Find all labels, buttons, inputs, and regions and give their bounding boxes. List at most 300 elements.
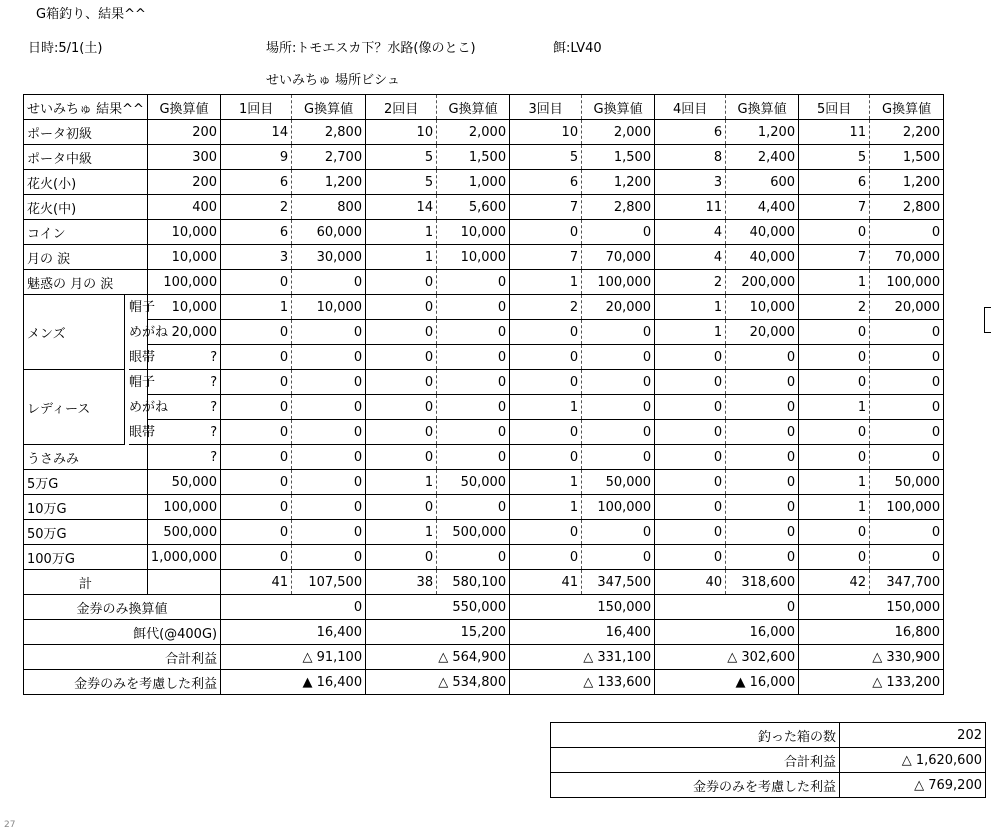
table-cell: 1 xyxy=(366,520,437,545)
row-label: ポータ中級 xyxy=(24,145,148,170)
column-header: 5回目 xyxy=(799,95,870,120)
table-cell: ▲ 16,400 xyxy=(221,670,366,695)
table-cell: 0 xyxy=(655,470,726,495)
table-cell: 10,000 xyxy=(292,295,366,320)
row-label: うさみみ xyxy=(24,445,148,470)
table-cell: 0 xyxy=(292,270,366,295)
table-row xyxy=(24,345,944,370)
table-cell: 50,000 xyxy=(582,470,655,495)
table-cell: 5 xyxy=(366,170,437,195)
table-cell: 38 xyxy=(366,570,437,595)
column-header: G換算値 xyxy=(870,95,944,120)
g-value-cell: 200 xyxy=(147,170,220,195)
table-cell: 0 xyxy=(510,445,582,470)
table-row xyxy=(24,520,944,545)
table-cell: 1,000 xyxy=(437,170,510,195)
table-cell: 16,400 xyxy=(510,620,655,645)
table-cell: 5 xyxy=(366,145,437,170)
table-cell: 107,500 xyxy=(292,570,366,595)
table-cell: 40 xyxy=(655,570,726,595)
table-cell: 6 xyxy=(221,170,292,195)
table-cell: 150,000 xyxy=(799,595,944,620)
summary-row xyxy=(551,723,986,748)
table-cell: 1 xyxy=(655,320,726,345)
table-cell: 0 xyxy=(366,270,437,295)
column-header: G換算値 xyxy=(437,95,510,120)
table-cell: 2,000 xyxy=(437,120,510,145)
summary-label: 釣った箱の数 xyxy=(551,723,840,748)
table-cell: △ 331,100 xyxy=(510,645,655,670)
table-cell: 0 xyxy=(221,470,292,495)
g-value-cell: ? xyxy=(147,420,220,445)
table-cell: 0 xyxy=(437,295,510,320)
table-cell: 6 xyxy=(221,220,292,245)
table-cell: 10,000 xyxy=(437,220,510,245)
table-cell: 0 xyxy=(510,370,582,395)
table-cell: 1 xyxy=(799,270,870,295)
table-cell: 0 xyxy=(582,445,655,470)
summary-table xyxy=(550,722,986,798)
total-label: 計 xyxy=(24,570,148,595)
column-header: せいみちゅ 結果^^ xyxy=(24,95,148,120)
table-cell: 6 xyxy=(799,170,870,195)
g-value-cell: 500,000 xyxy=(147,520,220,545)
table-cell: 7 xyxy=(799,195,870,220)
table-cell: 580,100 xyxy=(437,570,510,595)
table-cell: 60,000 xyxy=(292,220,366,245)
table-cell: 100,000 xyxy=(582,495,655,520)
table-cell: 0 xyxy=(870,220,944,245)
table-row xyxy=(24,495,944,520)
table-cell: 0 xyxy=(437,370,510,395)
table-cell: 2,700 xyxy=(292,145,366,170)
row-label: 10万G xyxy=(24,495,148,520)
table-cell: 0 xyxy=(221,345,292,370)
table-cell: 0 xyxy=(726,470,799,495)
table-cell: 2,200 xyxy=(870,120,944,145)
table-cell: 4 xyxy=(655,220,726,245)
table-cell: 0 xyxy=(870,370,944,395)
sub-label: 眼帯 xyxy=(124,420,129,445)
table-row xyxy=(24,270,944,295)
table-cell: 3 xyxy=(221,245,292,270)
group-label: メンズ xyxy=(24,295,148,370)
table-cell: 0 xyxy=(726,445,799,470)
table-cell: 0 xyxy=(366,420,437,445)
row-label: ポータ初級 xyxy=(24,120,148,145)
table-cell: 16,800 xyxy=(799,620,944,645)
row-marker xyxy=(984,307,991,333)
table-cell: 6 xyxy=(510,170,582,195)
sub-label: 帽子 xyxy=(124,295,129,320)
table-cell: 11 xyxy=(655,195,726,220)
g-value-cell: 400 xyxy=(147,195,220,220)
table-cell: 0 xyxy=(870,395,944,420)
table-cell: 1 xyxy=(366,220,437,245)
table-cell: 1 xyxy=(221,295,292,320)
row-label: 5万G xyxy=(24,470,148,495)
summary-value: 202 xyxy=(840,723,986,748)
row-label: 100万G xyxy=(24,545,148,570)
table-cell: 1 xyxy=(510,470,582,495)
g-value-cell: ? xyxy=(147,345,220,370)
table-cell: 0 xyxy=(510,345,582,370)
table-cell: 0 xyxy=(366,370,437,395)
table-cell: 1,500 xyxy=(582,145,655,170)
table-cell: 10 xyxy=(366,120,437,145)
table-cell: 0 xyxy=(366,445,437,470)
table-cell: 0 xyxy=(726,345,799,370)
tickets-label: 金券のみ換算値 xyxy=(24,595,221,620)
table-cell: 0 xyxy=(726,395,799,420)
date-text: 日時:5/1(土) xyxy=(28,41,103,56)
table-cell: 2 xyxy=(799,295,870,320)
g-value-cell: 10,000 xyxy=(147,220,220,245)
table-cell: 0 xyxy=(870,320,944,345)
table-cell: 0 xyxy=(292,445,366,470)
sub-label: めがね xyxy=(124,320,129,345)
table-cell: 5 xyxy=(510,145,582,170)
table-cell: 1,200 xyxy=(582,170,655,195)
sheet-title: G箱釣り、結果^^ xyxy=(36,7,146,22)
table-cell: 150,000 xyxy=(510,595,655,620)
table-cell: 1,200 xyxy=(292,170,366,195)
table-cell: 41 xyxy=(221,570,292,595)
table-row xyxy=(24,420,944,445)
table-cell: 100,000 xyxy=(870,270,944,295)
table-cell: 0 xyxy=(799,345,870,370)
table-cell: 0 xyxy=(510,420,582,445)
table-cell: 40,000 xyxy=(726,245,799,270)
table-cell: 0 xyxy=(221,420,292,445)
table-cell: 3 xyxy=(655,170,726,195)
table-cell: 0 xyxy=(870,420,944,445)
table-cell: 0 xyxy=(655,520,726,545)
g-value-cell: 100,000 xyxy=(147,495,220,520)
table-cell: 0 xyxy=(292,545,366,570)
row-label: コイン xyxy=(24,220,148,245)
table-row xyxy=(24,220,944,245)
table-cell: 10,000 xyxy=(437,245,510,270)
table-cell: 0 xyxy=(655,370,726,395)
table-cell: 0 xyxy=(437,320,510,345)
table-cell: 70,000 xyxy=(870,245,944,270)
table-cell: 100,000 xyxy=(582,270,655,295)
table-cell: 41 xyxy=(510,570,582,595)
table-row xyxy=(24,445,944,470)
table-cell: 318,600 xyxy=(726,570,799,595)
table-cell: 0 xyxy=(582,520,655,545)
table-cell: 0 xyxy=(582,345,655,370)
table-cell: 1 xyxy=(655,295,726,320)
table-cell: 7 xyxy=(510,245,582,270)
table-cell: 200,000 xyxy=(726,270,799,295)
summary-row xyxy=(551,748,986,773)
table-cell: 2,800 xyxy=(292,120,366,145)
table-cell: 1,200 xyxy=(870,170,944,195)
table-cell: 0 xyxy=(366,545,437,570)
table-cell: 4 xyxy=(655,245,726,270)
table-cell: 16,000 xyxy=(655,620,799,645)
table-cell: 20,000 xyxy=(726,320,799,345)
table-cell: 600 xyxy=(726,170,799,195)
table-cell: 0 xyxy=(437,545,510,570)
column-header: G換算値 xyxy=(726,95,799,120)
bait-text: 餌:LV40 xyxy=(553,41,602,56)
g-value-cell: 20,000 xyxy=(147,320,220,345)
table-row xyxy=(24,545,944,570)
table-cell: 2,400 xyxy=(726,145,799,170)
table-cell: △ 564,900 xyxy=(366,645,510,670)
table-cell: 50,000 xyxy=(437,470,510,495)
table-cell: 0 xyxy=(221,370,292,395)
table-cell: 0 xyxy=(510,520,582,545)
table-cell: 40,000 xyxy=(726,220,799,245)
table-row xyxy=(24,145,944,170)
table-row xyxy=(24,470,944,495)
table-cell: 0 xyxy=(292,395,366,420)
table-cell: 0 xyxy=(510,545,582,570)
table-cell: 0 xyxy=(221,520,292,545)
column-header: G換算値 xyxy=(292,95,366,120)
ticket-profit-row xyxy=(24,670,944,695)
column-header: 2回目 xyxy=(366,95,437,120)
table-cell: △ 91,100 xyxy=(221,645,366,670)
column-header: 4回目 xyxy=(655,95,726,120)
table-cell: 0 xyxy=(726,420,799,445)
table-cell: 0 xyxy=(655,495,726,520)
tickets-row xyxy=(24,595,944,620)
table-cell: 0 xyxy=(655,445,726,470)
bait-cost-row xyxy=(24,620,944,645)
table-cell: △ 302,600 xyxy=(655,645,799,670)
table-cell: 0 xyxy=(292,520,366,545)
column-header: G換算値 xyxy=(147,95,220,120)
table-cell: 800 xyxy=(292,195,366,220)
sub-label: めがね xyxy=(124,395,129,420)
table-cell: 0 xyxy=(726,370,799,395)
row-label: 50万G xyxy=(24,520,148,545)
table-cell: 6 xyxy=(655,120,726,145)
column-header: 1回目 xyxy=(221,95,292,120)
table-cell: 0 xyxy=(726,520,799,545)
g-value-cell: 50,000 xyxy=(147,470,220,495)
table-cell: 0 xyxy=(655,345,726,370)
row-label: 花火(小) xyxy=(24,170,148,195)
table-cell: 0 xyxy=(582,320,655,345)
g-value-cell: 300 xyxy=(147,145,220,170)
table-cell: 0 xyxy=(366,320,437,345)
table-cell: 1 xyxy=(799,470,870,495)
results-table xyxy=(23,94,944,695)
table-cell: 0 xyxy=(292,420,366,445)
table-cell: 0 xyxy=(510,320,582,345)
table-cell: 0 xyxy=(582,220,655,245)
table-cell: 0 xyxy=(726,545,799,570)
table-cell: 10,000 xyxy=(726,295,799,320)
table-cell: 15,200 xyxy=(366,620,510,645)
table-cell: 0 xyxy=(221,270,292,295)
table-cell: 0 xyxy=(870,345,944,370)
table-cell: 2,000 xyxy=(582,120,655,145)
table-cell: 347,500 xyxy=(582,570,655,595)
table-cell: 100,000 xyxy=(870,495,944,520)
summary-value: △ 1,620,600 xyxy=(840,748,986,773)
note-text: せいみちゅ 場所ビシュ xyxy=(266,73,400,88)
table-cell: 2,800 xyxy=(870,195,944,220)
table-cell: 0 xyxy=(799,520,870,545)
table-cell: 0 xyxy=(437,395,510,420)
table-cell: 30,000 xyxy=(292,245,366,270)
table-cell: 0 xyxy=(655,545,726,570)
summary-label: 合計利益 xyxy=(551,748,840,773)
table-cell: 0 xyxy=(437,445,510,470)
table-cell: 20,000 xyxy=(582,295,655,320)
table-cell: 70,000 xyxy=(582,245,655,270)
table-cell: 0 xyxy=(870,445,944,470)
location-text: 場所:トモエスカ下？水路(像のとこ) xyxy=(266,41,476,56)
column-header: G換算値 xyxy=(582,95,655,120)
page-number: 27 xyxy=(4,820,16,830)
ticket-profit-label: 金券のみを考慮した利益 xyxy=(24,670,221,695)
table-cell: 0 xyxy=(582,395,655,420)
table-cell: 16,400 xyxy=(221,620,366,645)
row-label: 月の 涙 xyxy=(24,245,148,270)
table-row xyxy=(24,170,944,195)
g-value-cell: 100,000 xyxy=(147,270,220,295)
table-cell: 0 xyxy=(437,270,510,295)
table-cell: 1,200 xyxy=(726,120,799,145)
g-value-cell: 1,000,000 xyxy=(147,545,220,570)
table-cell: 0 xyxy=(366,345,437,370)
table-cell: 1,500 xyxy=(870,145,944,170)
table-cell: 14 xyxy=(221,120,292,145)
table-cell: 14 xyxy=(366,195,437,220)
table-cell: 0 xyxy=(799,420,870,445)
table-cell: 50,000 xyxy=(870,470,944,495)
table-cell: 0 xyxy=(292,345,366,370)
table-cell: 0 xyxy=(582,420,655,445)
table-cell: 0 xyxy=(870,520,944,545)
empty-cell xyxy=(147,570,220,595)
table-cell: 0 xyxy=(799,545,870,570)
table-cell: 0 xyxy=(437,420,510,445)
summary-label: 金券のみを考慮した利益 xyxy=(551,773,840,798)
table-cell: 0 xyxy=(870,545,944,570)
table-cell: 0 xyxy=(366,395,437,420)
summary-row xyxy=(551,773,986,798)
table-cell: 0 xyxy=(799,445,870,470)
table-cell: 1,500 xyxy=(437,145,510,170)
table-cell: 2 xyxy=(655,270,726,295)
table-cell: 1 xyxy=(799,495,870,520)
table-cell: 0 xyxy=(582,370,655,395)
table-cell: 0 xyxy=(510,220,582,245)
row-label: 魅惑の 月の 涙 xyxy=(24,270,148,295)
sub-label: 帽子 xyxy=(124,370,129,395)
table-cell: 0 xyxy=(799,370,870,395)
table-cell: 500,000 xyxy=(437,520,510,545)
g-value-cell: 10,000 xyxy=(147,295,220,320)
table-cell: △ 330,900 xyxy=(799,645,944,670)
table-cell: 0 xyxy=(582,545,655,570)
table-cell: 11 xyxy=(799,120,870,145)
table-cell: 0 xyxy=(655,595,799,620)
column-header: 3回目 xyxy=(510,95,582,120)
table-cell: 20,000 xyxy=(870,295,944,320)
g-value-cell: 200 xyxy=(147,120,220,145)
table-row xyxy=(24,245,944,270)
table-cell: 0 xyxy=(366,295,437,320)
table-cell: 0 xyxy=(292,370,366,395)
table-row xyxy=(24,370,944,395)
table-cell: 1 xyxy=(366,470,437,495)
table-cell: 0 xyxy=(726,495,799,520)
g-value-cell: ? xyxy=(147,395,220,420)
table-cell: 0 xyxy=(221,595,366,620)
table-cell: 0 xyxy=(655,395,726,420)
table-cell: ▲ 16,000 xyxy=(655,670,799,695)
row-label: 花火(中) xyxy=(24,195,148,220)
table-cell: 0 xyxy=(655,420,726,445)
table-cell: 0 xyxy=(799,220,870,245)
table-cell: △ 133,600 xyxy=(510,670,655,695)
table-cell: 4,400 xyxy=(726,195,799,220)
total-row xyxy=(24,570,944,595)
table-cell: 2 xyxy=(510,295,582,320)
table-row xyxy=(24,120,944,145)
profit-row xyxy=(24,645,944,670)
table-cell: 2 xyxy=(221,195,292,220)
table-cell: 8 xyxy=(655,145,726,170)
table-cell: 1 xyxy=(510,395,582,420)
table-cell: 1 xyxy=(510,270,582,295)
table-cell: 10 xyxy=(510,120,582,145)
table-row xyxy=(24,195,944,220)
g-value-cell: 10,000 xyxy=(147,245,220,270)
table-cell: 0 xyxy=(221,320,292,345)
table-cell: 550,000 xyxy=(366,595,510,620)
table-cell: 0 xyxy=(366,495,437,520)
table-cell: 0 xyxy=(221,545,292,570)
table-cell: 0 xyxy=(437,345,510,370)
group-label: レディース xyxy=(24,370,148,445)
table-cell: 0 xyxy=(221,445,292,470)
table-cell: 42 xyxy=(799,570,870,595)
table-cell: △ 133,200 xyxy=(799,670,944,695)
table-cell: 0 xyxy=(221,495,292,520)
g-value-cell: ? xyxy=(147,370,220,395)
sub-label: 眼帯 xyxy=(124,345,129,370)
profit-label: 合計利益 xyxy=(24,645,221,670)
table-cell: 7 xyxy=(799,245,870,270)
table-cell: 0 xyxy=(292,470,366,495)
table-cell: △ 534,800 xyxy=(366,670,510,695)
table-cell: 9 xyxy=(221,145,292,170)
table-cell: 0 xyxy=(292,320,366,345)
header-row xyxy=(24,95,944,120)
table-cell: 1 xyxy=(510,495,582,520)
table-cell: 0 xyxy=(799,320,870,345)
table-cell: 5 xyxy=(799,145,870,170)
g-value-cell: ? xyxy=(147,445,220,470)
table-cell: 5,600 xyxy=(437,195,510,220)
table-cell: 0 xyxy=(292,495,366,520)
table-cell: 0 xyxy=(437,495,510,520)
table-row xyxy=(24,295,944,320)
table-cell: 1 xyxy=(799,395,870,420)
table-cell: 2,800 xyxy=(582,195,655,220)
